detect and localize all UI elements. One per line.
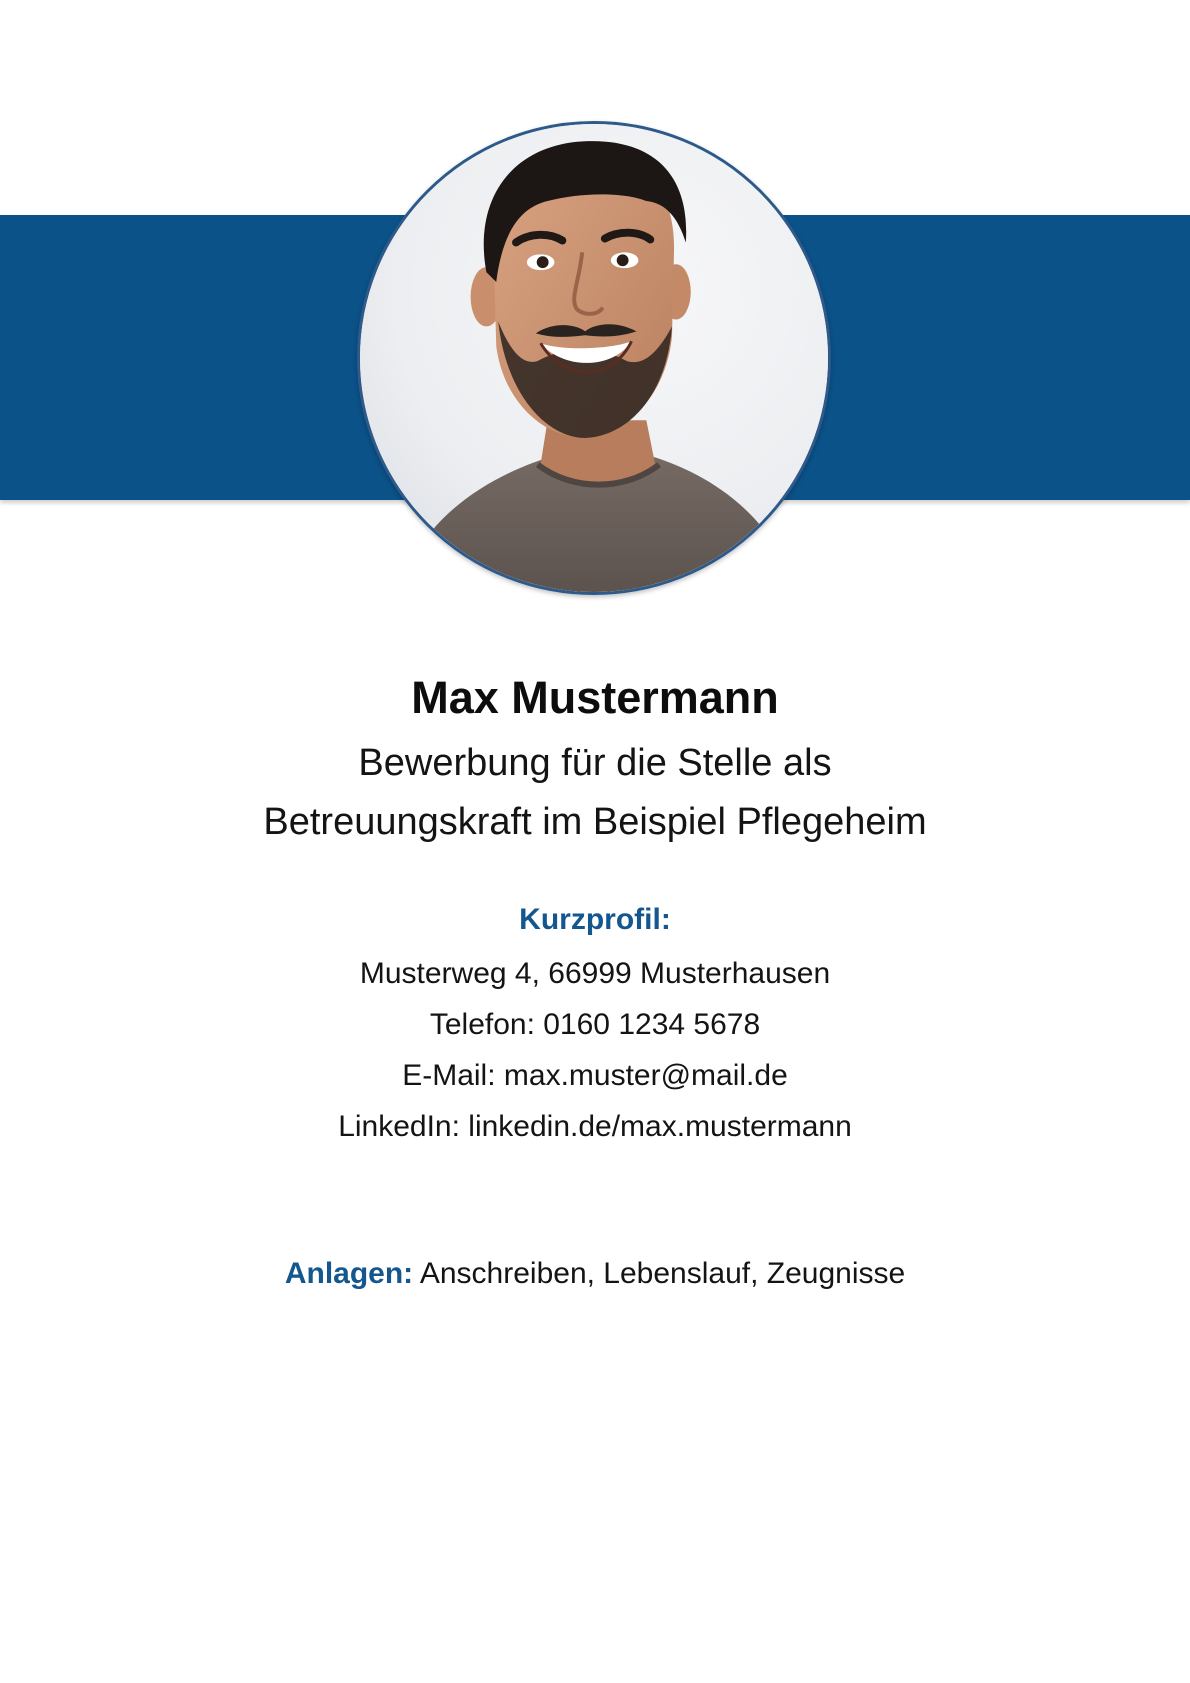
subtitle-line-2: Betreuungskraft im Beispiel Pflegeheim bbox=[263, 801, 927, 843]
attachments-label: Anlagen: bbox=[284, 1257, 414, 1290]
profile-photo bbox=[357, 121, 831, 595]
profile-heading: Kurzprofil: bbox=[519, 903, 671, 936]
linkedin-line: LinkedIn: linkedin.de/max.mustermann bbox=[338, 1110, 852, 1143]
attachments-line bbox=[0, 1252, 1190, 1296]
attachments-list: Anschreiben, Lebenslauf, Zeugnisse bbox=[413, 1257, 906, 1290]
applicant-name: Max Mustermann bbox=[411, 672, 779, 723]
subtitle-line-1: Bewerbung für die Stelle als bbox=[358, 742, 832, 784]
portrait-photo-icon bbox=[360, 124, 828, 592]
phone-line: Telefon: 0160 1234 5678 bbox=[429, 1008, 761, 1041]
address-line: Musterweg 4, 66999 Musterhausen bbox=[359, 957, 831, 990]
profile-details bbox=[0, 948, 1190, 1152]
email-line: E-Mail: max.muster@mail.de bbox=[402, 1059, 788, 1092]
application-subtitle bbox=[0, 734, 1190, 852]
